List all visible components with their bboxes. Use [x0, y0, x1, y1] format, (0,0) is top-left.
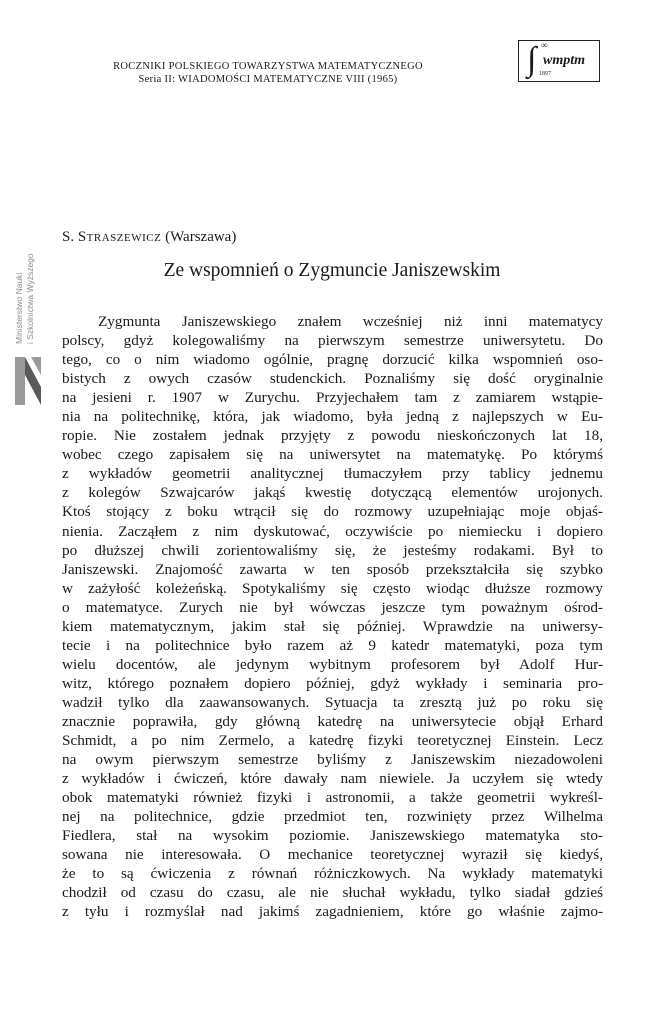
body-line: w zażyłość koleżeńską. Spotykaliśmy się często wiodąc dłuższe rozmowy — [62, 579, 603, 597]
body-line: witz, którego poznałem dopiero później, gdyż wykłady i seminaria pro- — [62, 674, 603, 692]
logo-wordmark: wmptm — [543, 53, 586, 68]
body-line: sowana nie interesowała. O mechanice teoretycznej wyraził się kiedyś, — [62, 846, 603, 864]
body-line: Zygmunta Janiszewskiego znałem wcześniej niż inni matematycy — [98, 313, 603, 330]
journal-header — [58, 60, 478, 86]
body-line: bistych z owych czasów studenckich. Poznaliśmy się dość oryginalnie — [62, 370, 603, 388]
body-line: nia na politechnikę, która, jak wiadomo, była jedną z najlepszych w Eu- — [62, 408, 603, 426]
body-line: z wykładów geometrii analitycznej tłumaczyłem przy tablicy jednemu — [62, 465, 603, 483]
body-line: na owym pierwszym semestrze byliśmy z Janiszewskim niezadowoleni — [62, 751, 603, 769]
society-logo — [518, 40, 600, 82]
body-line: polscy, gdyż kolegowaliśmy na pierwszym semestrze uniwersytetu. Do — [62, 332, 603, 350]
body-line: z wykładów i ćwiczeń, które dawały nam niewiele. Ja uczyłem się wtedy — [62, 770, 603, 788]
body-line: kiem matematycznym, jakim stał się później. Wprawdzie na uniwersy- — [62, 617, 603, 635]
body-line: z kolegów Szwajcarów jakąś kwestię dotyczącą elementów urojonych. — [62, 484, 603, 502]
body-line: ropie. Nie zostałem jednak przyjęty z powodu nieskończonych lat 18, — [62, 427, 603, 445]
body-line: na jesieni r. 1907 w Zurychu. Przyjechałem tam z zamiarem wstąpie- — [62, 389, 603, 407]
journal-title: ROCZNIKI POLSKIEGO TOWARZYSTWA MATEMATYCZNEGO — [113, 61, 423, 72]
body-line: wadził tylko dla zaawansowanych. Sytuacja ta zresztą już po roku się — [62, 693, 603, 711]
journal-series: Seria II: WIADOMOŚCI MATEMATYCZNE VIII (1965) — [138, 74, 398, 85]
body-line: Fiedlera, stał na wysokim poziomie. Janiszewskiego matematyka sto- — [62, 827, 603, 845]
author-initial: S. — [62, 229, 75, 245]
body-line: wielu docentów, ale jedynym wybitnym profesorem był Adolf Hur- — [62, 655, 603, 673]
author-city: (Warszawa) — [165, 229, 237, 245]
ministry-sidebar — [10, 232, 50, 412]
ministry-line-1: Ministerstwo Nauki — [14, 272, 24, 344]
body-line: Schmidt, a po nim Zermelo, a katedrę fizyki teoretycznej Einstein. Lecz — [62, 732, 603, 750]
body-line: tecie i na politechnice było razem aż 9 katedr matematyki, poza tym — [62, 636, 603, 654]
ministry-logo-icon — [13, 357, 43, 405]
body-line: Ktoś stojący z boku wtrącił się do rozmowy uzupełniając moje objaś- — [62, 503, 603, 521]
body-line: nej na politechnice, gdzie przedmiot ten, rozwinięty przez Wilhelma — [62, 808, 603, 826]
body-line: Janiszewski. Znajomość zawarta w ten sposób przekształciła się szybko — [62, 560, 603, 578]
logo-year: 1897 — [539, 71, 551, 77]
body-line: tego, co o nim wiadomo ogólnie, pragnę dorzucić kilka wspomnień oso- — [62, 351, 603, 369]
body-line: po dłuższej chwili zorientowaliśmy się, że jesteśmy rodakami. Był to — [62, 541, 603, 559]
infinity-icon: ∞ — [541, 40, 548, 50]
body-line: nienia. Zacząłem z nim dyskutować, oczywiście po niemiecku i dopiero — [62, 522, 603, 540]
body-line: że to są ćwiczenia z równań różniczkowych. Na wykłady matematyki — [62, 865, 603, 883]
ministry-line-2: i Szkolnictwa Wyższego — [25, 253, 35, 344]
body-line: wobec czego zapisałem się na uniwersytet na matematykę. Po którymś — [62, 446, 603, 464]
integral-icon: ∫ — [527, 41, 537, 78]
article-body — [62, 312, 603, 922]
body-line: z tyłu i rozmyślał nad jakimś zagadnieniem, które go właśnie zajmo- — [62, 903, 603, 921]
article-title: Ze wspomnień o Zygmuncie Janiszewskim — [163, 260, 501, 281]
body-line: o matematyce. Zurych nie był wówczas jeszcze tym poważnym ośrod- — [62, 598, 603, 616]
author-surname: Straszewicz — [77, 229, 162, 245]
body-line: chodził od czasu do czasu, ale nie słuchał wykładu, tylko siadał gdzieś — [62, 884, 603, 902]
author-line — [62, 229, 236, 246]
ministry-text — [14, 224, 48, 344]
body-line: znacznie poprawiła, gdy główną katedrę na uniwersytecie objął Erhard — [62, 712, 603, 730]
body-line: obok matematyki również fizyki i astronomii, a także geometrii wykreśl- — [62, 789, 603, 807]
